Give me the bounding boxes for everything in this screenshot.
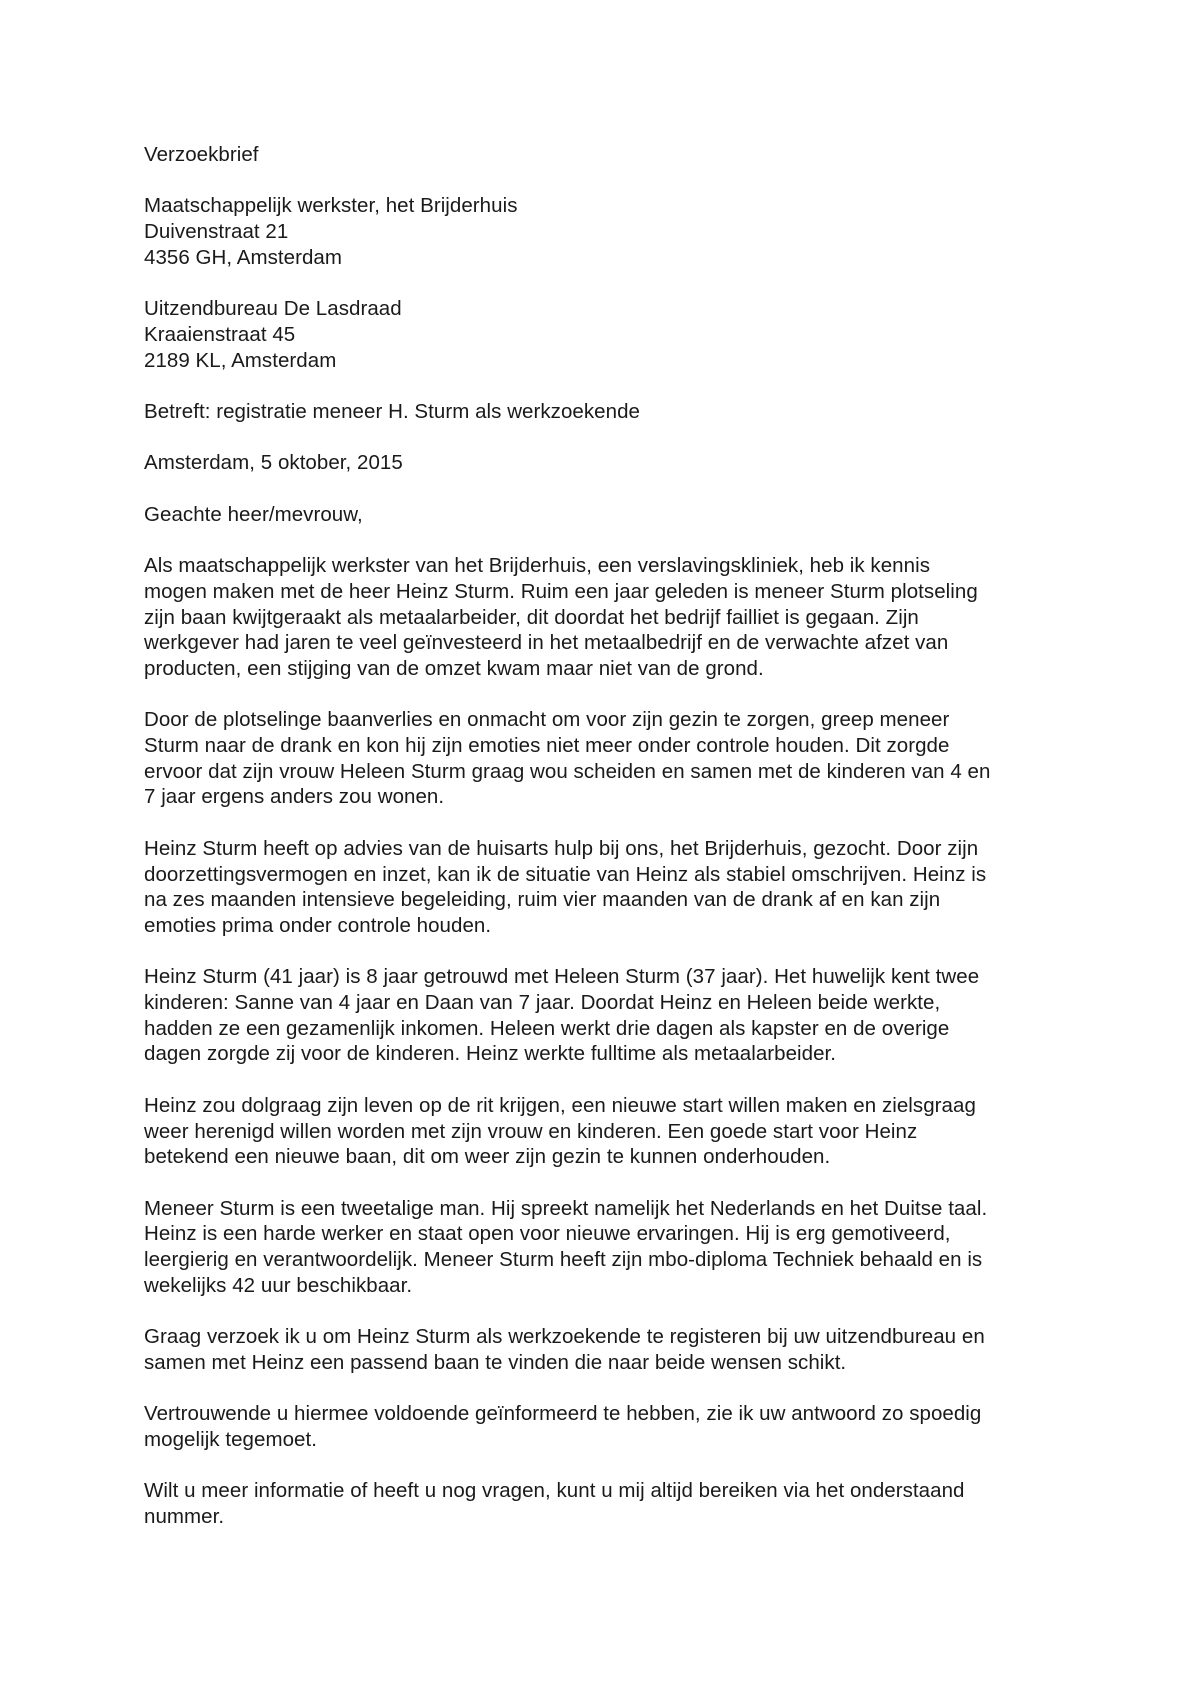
sender-line: 4356 GH, Amsterdam xyxy=(144,245,343,269)
recipient-line: 2189 KL, Amsterdam xyxy=(144,348,337,372)
paragraph-line: weer herenigd willen worden met zijn vrouw en kinderen. Een goede start voor Heinz xyxy=(144,1119,918,1143)
paragraph-line: dagen zorgde zij voor de kinderen. Heinz werkte fulltime als metaalarbeider. xyxy=(144,1042,837,1066)
paragraph-line: mogelijk tegemoet. xyxy=(144,1427,317,1451)
letter-body xyxy=(144,142,1080,1555)
paragraph-line: kinderen: Sanne van 4 jaar en Daan van 7 jaar. Doordat Heinz en Heleen beide werkte, xyxy=(144,991,941,1015)
heading-text: Verzoekbrief xyxy=(144,143,259,166)
paragraph-line: Heinz Sturm (41 jaar) is 8 jaar getrouwd met Heleen Sturm (37 jaar). Het huwelijk kent twee xyxy=(144,965,980,989)
paragraph-line: leergierig en verantwoordelijk. Meneer Sturm heeft zijn mbo-diploma Techniek behaald en is xyxy=(144,1248,983,1272)
paragraph-line: Als maatschappelijk werkster van het Brijderhuis, een verslavingskliniek, heb ik kennis xyxy=(144,554,930,578)
paragraph xyxy=(144,1478,1080,1529)
paragraph-line: 7 jaar ergens anders zou wonen. xyxy=(144,785,445,809)
recipient-line: Kraaienstraat 45 xyxy=(144,322,296,346)
paragraph-line: Heinz zou dolgraag zijn leven op de rit krijgen, een nieuwe start willen maken en zielsgraag xyxy=(144,1093,976,1117)
salutation-text: Geachte heer/mevrouw, xyxy=(144,502,363,526)
paragraph-line: ervoor dat zijn vrouw Heleen Sturm graag wou scheiden en samen met de kinderen van 4 en xyxy=(144,759,991,783)
sender-line: Duivenstraat 21 xyxy=(144,220,289,244)
paragraph-line: producten, een stijging van de omzet kwam maar niet van de grond. xyxy=(144,656,764,680)
subject-text: Betreft: registratie meneer H. Sturm als werkzoekende xyxy=(144,399,640,423)
paragraph-line: Heinz is een harde werker en staat open voor nieuwe ervaringen. Hij is erg gemotiveerd, xyxy=(144,1222,951,1246)
paragraph-line: Graag verzoek ik u om Heinz Sturm als werkzoekende te registeren bij uw uitzendbureau en xyxy=(144,1325,985,1349)
sender-line: Maatschappelijk werkster, het Brijderhuis xyxy=(144,194,518,218)
paragraph-line: nummer. xyxy=(144,1505,225,1529)
letter-heading xyxy=(144,142,1080,168)
paragraph-line: Heinz Sturm heeft op advies van de huisarts hulp bij ons, het Brijderhuis, gezocht. Door zijn xyxy=(144,836,979,860)
paragraph xyxy=(144,1324,1080,1375)
paragraph xyxy=(144,964,1080,1067)
paragraph xyxy=(144,707,1080,810)
paragraph-line: mogen maken met de heer Heinz Sturm. Ruim een jaar geleden is meneer Sturm plotseling xyxy=(144,579,978,603)
paragraph xyxy=(144,836,1080,939)
subject-line xyxy=(144,399,1080,425)
paragraph-line: Door de plotselinge baanverlies en onmacht om voor zijn gezin te zorgen, greep meneer xyxy=(144,708,950,732)
date-text: Amsterdam, 5 oktober, 2015 xyxy=(144,451,403,475)
paragraph-line: Sturm naar de drank en kon hij zijn emoties niet meer onder controle houden. Dit zorgde xyxy=(144,734,950,758)
paragraph xyxy=(144,1093,1080,1170)
paragraph-line: wekelijks 42 uur beschikbaar. xyxy=(144,1273,413,1297)
sender-address xyxy=(144,193,1080,270)
paragraph-line: doorzettingsvermogen en inzet, kan ik de situatie van Heinz als stabiel omschrijven. Heinz is xyxy=(144,862,987,886)
paragraph xyxy=(144,553,1080,682)
paragraph-line: betekend een nieuwe baan, dit om weer zijn gezin te kunnen onderhouden. xyxy=(144,1145,831,1169)
paragraph xyxy=(144,1401,1080,1452)
paragraph-line: werkgever had jaren te veel geïnvesteerd in het metaalbedrijf en de verwachte afzet van xyxy=(144,631,949,655)
recipient-address xyxy=(144,296,1080,373)
paragraph-line: na zes maanden intensieve begeleiding, ruim vier maanden van de drank af en kan zijn xyxy=(144,888,941,912)
date-line xyxy=(144,450,1080,476)
paragraph-line: emoties prima onder controle houden. xyxy=(144,913,492,937)
paragraph-line: zijn baan kwijtgeraakt als metaalarbeider, dit doordat het bedrijf failliet is gegaan. Zijn xyxy=(144,605,919,629)
paragraph-line: Vertrouwende u hiermee voldoende geïnformeerd te hebben, zie ik uw antwoord zo spoedig xyxy=(144,1402,982,1426)
paragraph-line: hadden ze een gezamenlijk inkomen. Heleen werkt drie dagen als kapster en de overige xyxy=(144,1016,950,1040)
salutation xyxy=(144,502,1080,528)
recipient-line: Uitzendbureau De Lasdraad xyxy=(144,297,402,321)
paragraph-line: samen met Heinz een passend baan te vinden die naar beide wensen schikt. xyxy=(144,1350,847,1374)
paragraph-line: Wilt u meer informatie of heeft u nog vragen, kunt u mij altijd bereiken via het onderstaand xyxy=(144,1479,965,1503)
paragraph xyxy=(144,1196,1080,1299)
paragraph-line: Meneer Sturm is een tweetalige man. Hij spreekt namelijk het Nederlands en het Duitse taal. xyxy=(144,1196,988,1220)
